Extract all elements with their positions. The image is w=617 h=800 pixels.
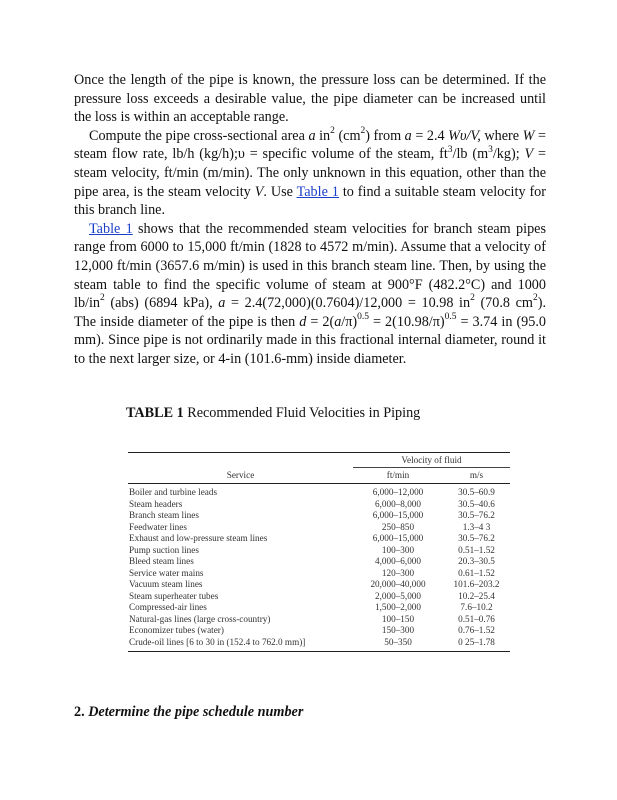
paragraph-1: Once the length of the pipe is known, the pressure loss can be determined. If the pressure loss exceeds a desirable value, the pipe diameter can be increased until the loss is within an acceptable range. (74, 72, 546, 126)
ftmin-cell: 6,000–12,000 (372, 487, 424, 497)
column-header-ftmin: ft/min (386, 470, 410, 480)
service-cell: Vacuum steam lines (129, 579, 203, 589)
ms-cell: 0.61–1.52 (458, 567, 495, 578)
table-row (128, 602, 510, 614)
service-cell: Exhaust and low-pressure steam lines (129, 533, 268, 543)
text-run: = steam velocity, ft/min (m/min). The only unknown in this equation, other than the pipe area, is the steam velocity (74, 146, 546, 200)
superscript: 0.5 (444, 311, 457, 322)
superscript: 2 (100, 293, 105, 304)
section-title: Determine the pipe schedule number (84, 704, 304, 720)
text-run: /lb (m (452, 146, 489, 163)
ftmin-cell: 2,000–5,000 (375, 590, 421, 601)
table-row (128, 499, 510, 511)
superscript: 2 (360, 126, 366, 137)
ms-cell: 0 25–1.78 (458, 636, 495, 647)
superscript: 2 (532, 293, 538, 304)
table-body (128, 484, 510, 651)
section-heading (74, 704, 303, 721)
ms-cell: 20.3–30.5 (458, 556, 495, 566)
formula: Wυ/V, (448, 127, 481, 144)
ftmin-cell: 6,000–8,000 (375, 498, 421, 509)
service-cell: Crude-oil lines [6 to 30 in (152.4 to 762.0 mm)] (129, 636, 306, 647)
text-run: to find a suitable steam velocity for this branch line. (74, 183, 546, 219)
ftmin-cell: 6,000–15,000 (372, 533, 424, 543)
var-a: a (404, 127, 412, 144)
superscript: 0.5 (357, 311, 369, 322)
text-run: /π) (341, 313, 358, 330)
table-row (128, 522, 510, 534)
paragraph-2 (74, 127, 546, 220)
ms-cell: 1.3–4 3 (462, 521, 491, 532)
table-rule (128, 651, 510, 652)
service-cell: Steam headers (129, 498, 183, 509)
service-cell: Service water mains (129, 567, 204, 578)
ftmin-cell: 250–850 (381, 521, 415, 532)
table-row (128, 579, 510, 591)
ftmin-cell: 150–300 (381, 625, 415, 635)
ftmin-cell: 50–350 (384, 636, 412, 647)
text-run: (cm (334, 127, 361, 144)
ms-cell: 7.6–10.2 (460, 602, 493, 612)
var-a: a (334, 313, 342, 330)
service-cell: Boiler and turbine leads (129, 487, 218, 497)
ftmin-cell: 1,500–2,000 (375, 602, 421, 612)
ftmin-cell: 4,000–6,000 (375, 556, 421, 566)
text-run: = 2.4 (411, 127, 449, 144)
table-1-link[interactable]: Table 1 (89, 220, 133, 237)
table-row (128, 545, 510, 557)
table-group-header (128, 453, 510, 467)
service-cell: Pump suction lines (129, 544, 199, 555)
ms-cell: 30.5–76.2 (458, 533, 495, 543)
service-cell: Branch steam lines (129, 510, 199, 520)
caption-text: Recommended Fluid Velocities in Piping (183, 405, 421, 421)
velocity-table (128, 452, 510, 652)
caption-label: TABLE 1 (126, 405, 184, 421)
text-run: (70.8 cm (474, 295, 533, 312)
column-header-ms: m/s (469, 470, 484, 480)
ms-cell: 30.5–60.9 (458, 487, 495, 497)
body-text (74, 71, 546, 369)
var-v: V (524, 146, 534, 163)
table-row (128, 568, 510, 580)
text-run: where (480, 127, 523, 144)
ftmin-cell: 100–300 (381, 544, 415, 555)
column-header-service: Service (226, 470, 255, 480)
superscript: 2 (470, 293, 475, 304)
table-row (128, 637, 510, 649)
table-row (128, 556, 510, 568)
ms-cell: 30.5–76.2 (458, 510, 495, 520)
var-v: V (254, 183, 264, 200)
table-row (128, 614, 510, 626)
table-1-link[interactable]: Table 1 (296, 183, 339, 200)
text-run: ). The inside diameter of the pipe is then (74, 295, 546, 330)
text-run: . Use (263, 183, 297, 200)
text-run: = steam flow rate, lb/h (kg/h);υ = specific volume of the steam, ft (74, 127, 546, 163)
text-run: shows that the recommended steam velocities for branch steam pipes range from 6000 to 15,000 ft/min (1828 to 4572 m/min). Assume that a velocity of 12,000 ft/min (3657.6 m/min) is used in this branch steam line. Then, by using the steam table to find the specific volume of steam at 900°F (482.2°C) and 1000 lb/in (74, 220, 546, 312)
text-run: ) from (365, 127, 405, 144)
var-d: d (299, 313, 307, 330)
table-row (128, 487, 510, 499)
text-run: = 3.74 in (95.0 mm). Since pipe is not ordinarily made in this fractional internal diameter, round it to the next larger size, or 4-in (101.6-mm) inside diameter. (74, 313, 547, 367)
ms-cell: 30.5–40.6 (458, 498, 495, 509)
text-run: = 2(10.98/π) (369, 313, 445, 330)
table-row (128, 625, 510, 637)
text-run: = 2.4(72,000)(0.7604)/12,000 = 10.98 in (225, 295, 471, 312)
ms-cell: 10.2–25.4 (458, 590, 495, 601)
superscript: 3 (447, 144, 453, 155)
text-run: /kg); (492, 146, 525, 163)
ms-cell: 0.51–1.52 (458, 544, 495, 555)
text-run: (abs) (6894 kPa), (104, 295, 219, 312)
ms-cell: 0.51–0.76 (458, 613, 495, 624)
var-a: a (308, 127, 316, 144)
table-header (128, 467, 510, 483)
ftmin-cell: 6,000–15,000 (372, 510, 424, 520)
var-a: a (218, 295, 226, 312)
service-cell: Bleed steam lines (129, 556, 194, 566)
table-row (128, 510, 510, 522)
table-row (128, 533, 510, 545)
service-cell: Compressed-air lines (129, 602, 207, 612)
ftmin-cell: 20,000–40,000 (370, 579, 426, 589)
text-run: in (315, 127, 331, 144)
service-cell: Economizer tubes (water) (129, 625, 224, 635)
var-w: W (522, 127, 535, 144)
superscript: 2 (330, 126, 335, 137)
text-run: Compute the pipe cross-sectional area (89, 127, 309, 144)
service-cell: Steam superheater tubes (129, 590, 219, 601)
group-header-label: Velocity of fluid (401, 455, 462, 465)
ms-cell: 101.6–203.2 (453, 579, 500, 589)
ms-cell: 0.76–1.52 (458, 625, 495, 635)
superscript: 3 (488, 144, 493, 155)
paragraph-3 (74, 220, 546, 369)
ftmin-cell: 120–300 (381, 567, 415, 578)
text-run: = 2( (306, 313, 335, 330)
service-cell: Natural-gas lines (large cross-country) (129, 613, 271, 624)
table-caption (126, 405, 420, 422)
table-row (128, 591, 510, 603)
section-number: 2. (74, 704, 85, 720)
ftmin-cell: 100–150 (381, 613, 415, 624)
service-cell: Feedwater lines (129, 521, 187, 532)
